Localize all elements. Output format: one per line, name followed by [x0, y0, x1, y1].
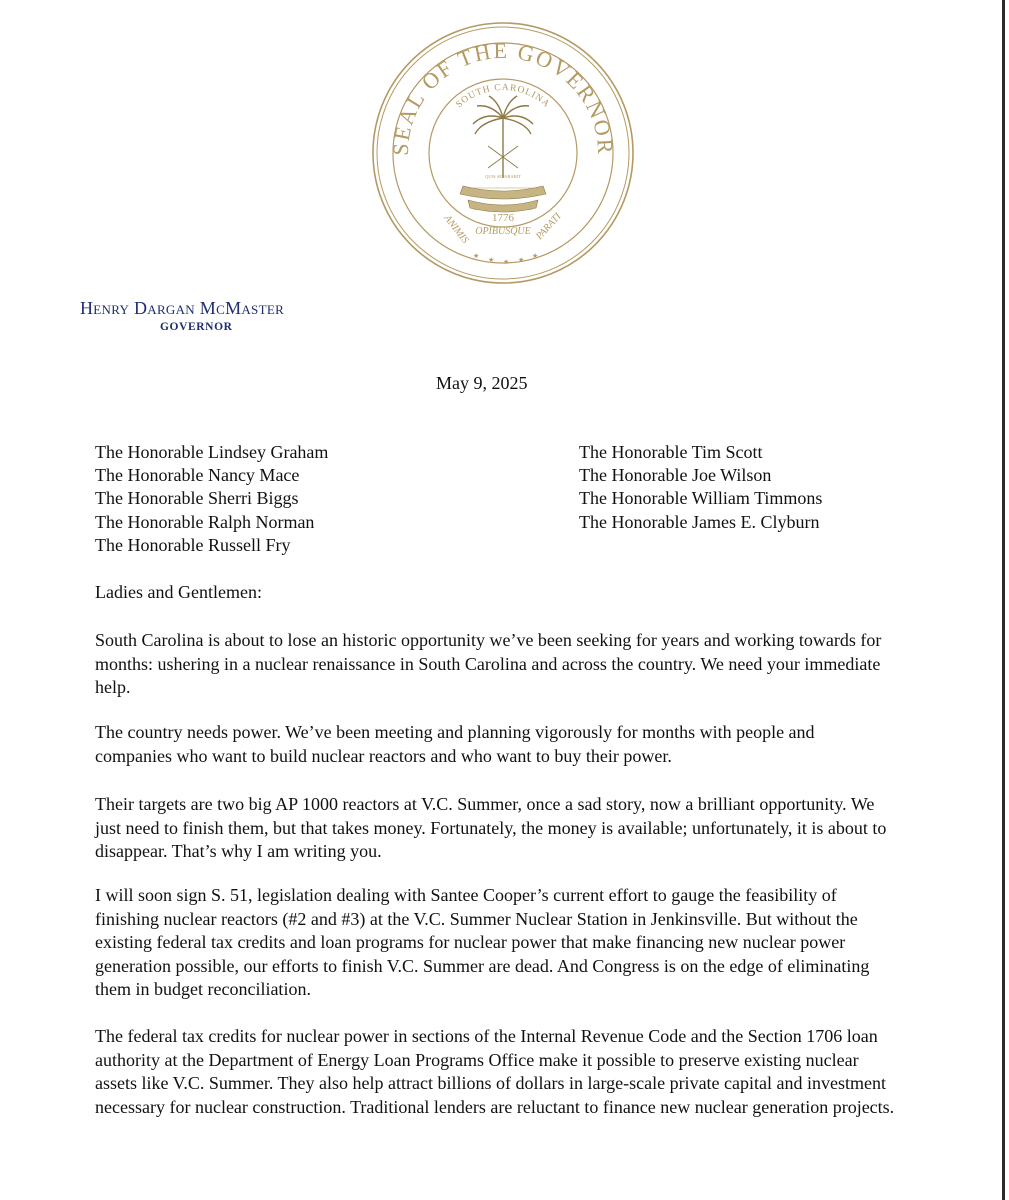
svg-text:★: ★ — [532, 252, 539, 260]
seal-banner-text: QUIS SEPARABIT — [485, 174, 521, 179]
body-paragraph: I will soon sign S. 51, legislation dealing with Santee Cooper’s current effort to gauge the feasibility of finishing nuclear reactors (#2 and #3) at the V.C. Summer Nuclear Station in Jenkinsville. But without the existing federal tax credits and loan programs for nuclear power that make financing new nuclear power generation possible, our efforts to finish V.C. Summer are dead. And Congress is on the edge of eliminating them in budget reconciliation. — [95, 885, 870, 999]
svg-text:★: ★ — [488, 256, 495, 264]
body-paragraph: The federal tax credits for nuclear power in sections of the Internal Revenue Code and the Section 1706 loan authority at the Department of Energy Loan Programs Office make it possible to preserve existing nuclear assets like V.C. Summer. They also help attract billions of dollars in large-scale private capital and investment necessary for nuclear construction. Traditional lenders are reluctant to finance new nuclear generation projects. — [95, 1026, 895, 1117]
svg-text:★: ★ — [503, 258, 510, 266]
governor-seal — [368, 18, 638, 288]
seal-motto-right: PARATI — [534, 211, 564, 243]
recipient-line: The Honorable Ralph Norman — [95, 511, 315, 532]
recipient-line: The Honorable Sherri Biggs — [95, 488, 299, 509]
body-paragraph: The country needs power. We’ve been meeting and planning vigorously for months with people and companies who want to build nuclear reactors and who want to buy their power. — [95, 722, 815, 766]
body-paragraph: Their targets are two big AP 1000 reactors at V.C. Summer, once a sad story, now a brilliant opportunity. We just need to finish them, but that takes money. Fortunately, the money is available; unfortunately, it is about to disappear. That’s why I am writing you. — [95, 794, 887, 861]
seal-motto-left: ANIMIS — [441, 213, 471, 246]
recipient-line: The Honorable Nancy Mace — [95, 465, 300, 486]
svg-text:★: ★ — [518, 256, 525, 264]
page-edge-border — [1002, 0, 1005, 1200]
seal-year: 1776 — [492, 212, 514, 224]
seal-outer-text: SEAL OF THE GOVERNOR — [387, 37, 619, 157]
svg-text:★: ★ — [473, 252, 480, 260]
recipients-left-column — [95, 441, 328, 557]
recipients-right-column — [579, 441, 822, 534]
seal-motto-bottom: OPIBUSQUE — [475, 226, 531, 237]
governor-name — [80, 298, 284, 319]
body-paragraph: South Carolina is about to lose an historic opportunity we’ve been seeking for years and working towards for months: ushering in a nuclear renaissance in South Carolina and across the country. We need your immediate help. — [95, 630, 882, 697]
governor-name-text: Henry Dargan McMaster — [80, 298, 285, 318]
governor-title: GOVERNOR — [160, 321, 233, 333]
salutation: Ladies and Gentlemen: — [95, 582, 262, 602]
recipient-line: The Honorable Lindsey Graham — [95, 442, 329, 462]
seal-inner-text: SOUTH CAROLINA — [454, 82, 552, 111]
recipient-line: The Honorable Joe Wilson — [579, 465, 772, 486]
letter-date: May 9, 2025 — [436, 373, 528, 393]
recipient-line: The Honorable Russell Fry — [95, 534, 291, 555]
palmetto-tree-icon — [473, 96, 533, 178]
recipient-line: The Honorable James E. Clyburn — [579, 511, 820, 532]
seal-graphic — [368, 18, 638, 288]
recipient-line: The Honorable William Timmons — [579, 488, 823, 509]
recipient-line: The Honorable Tim Scott — [579, 442, 763, 462]
